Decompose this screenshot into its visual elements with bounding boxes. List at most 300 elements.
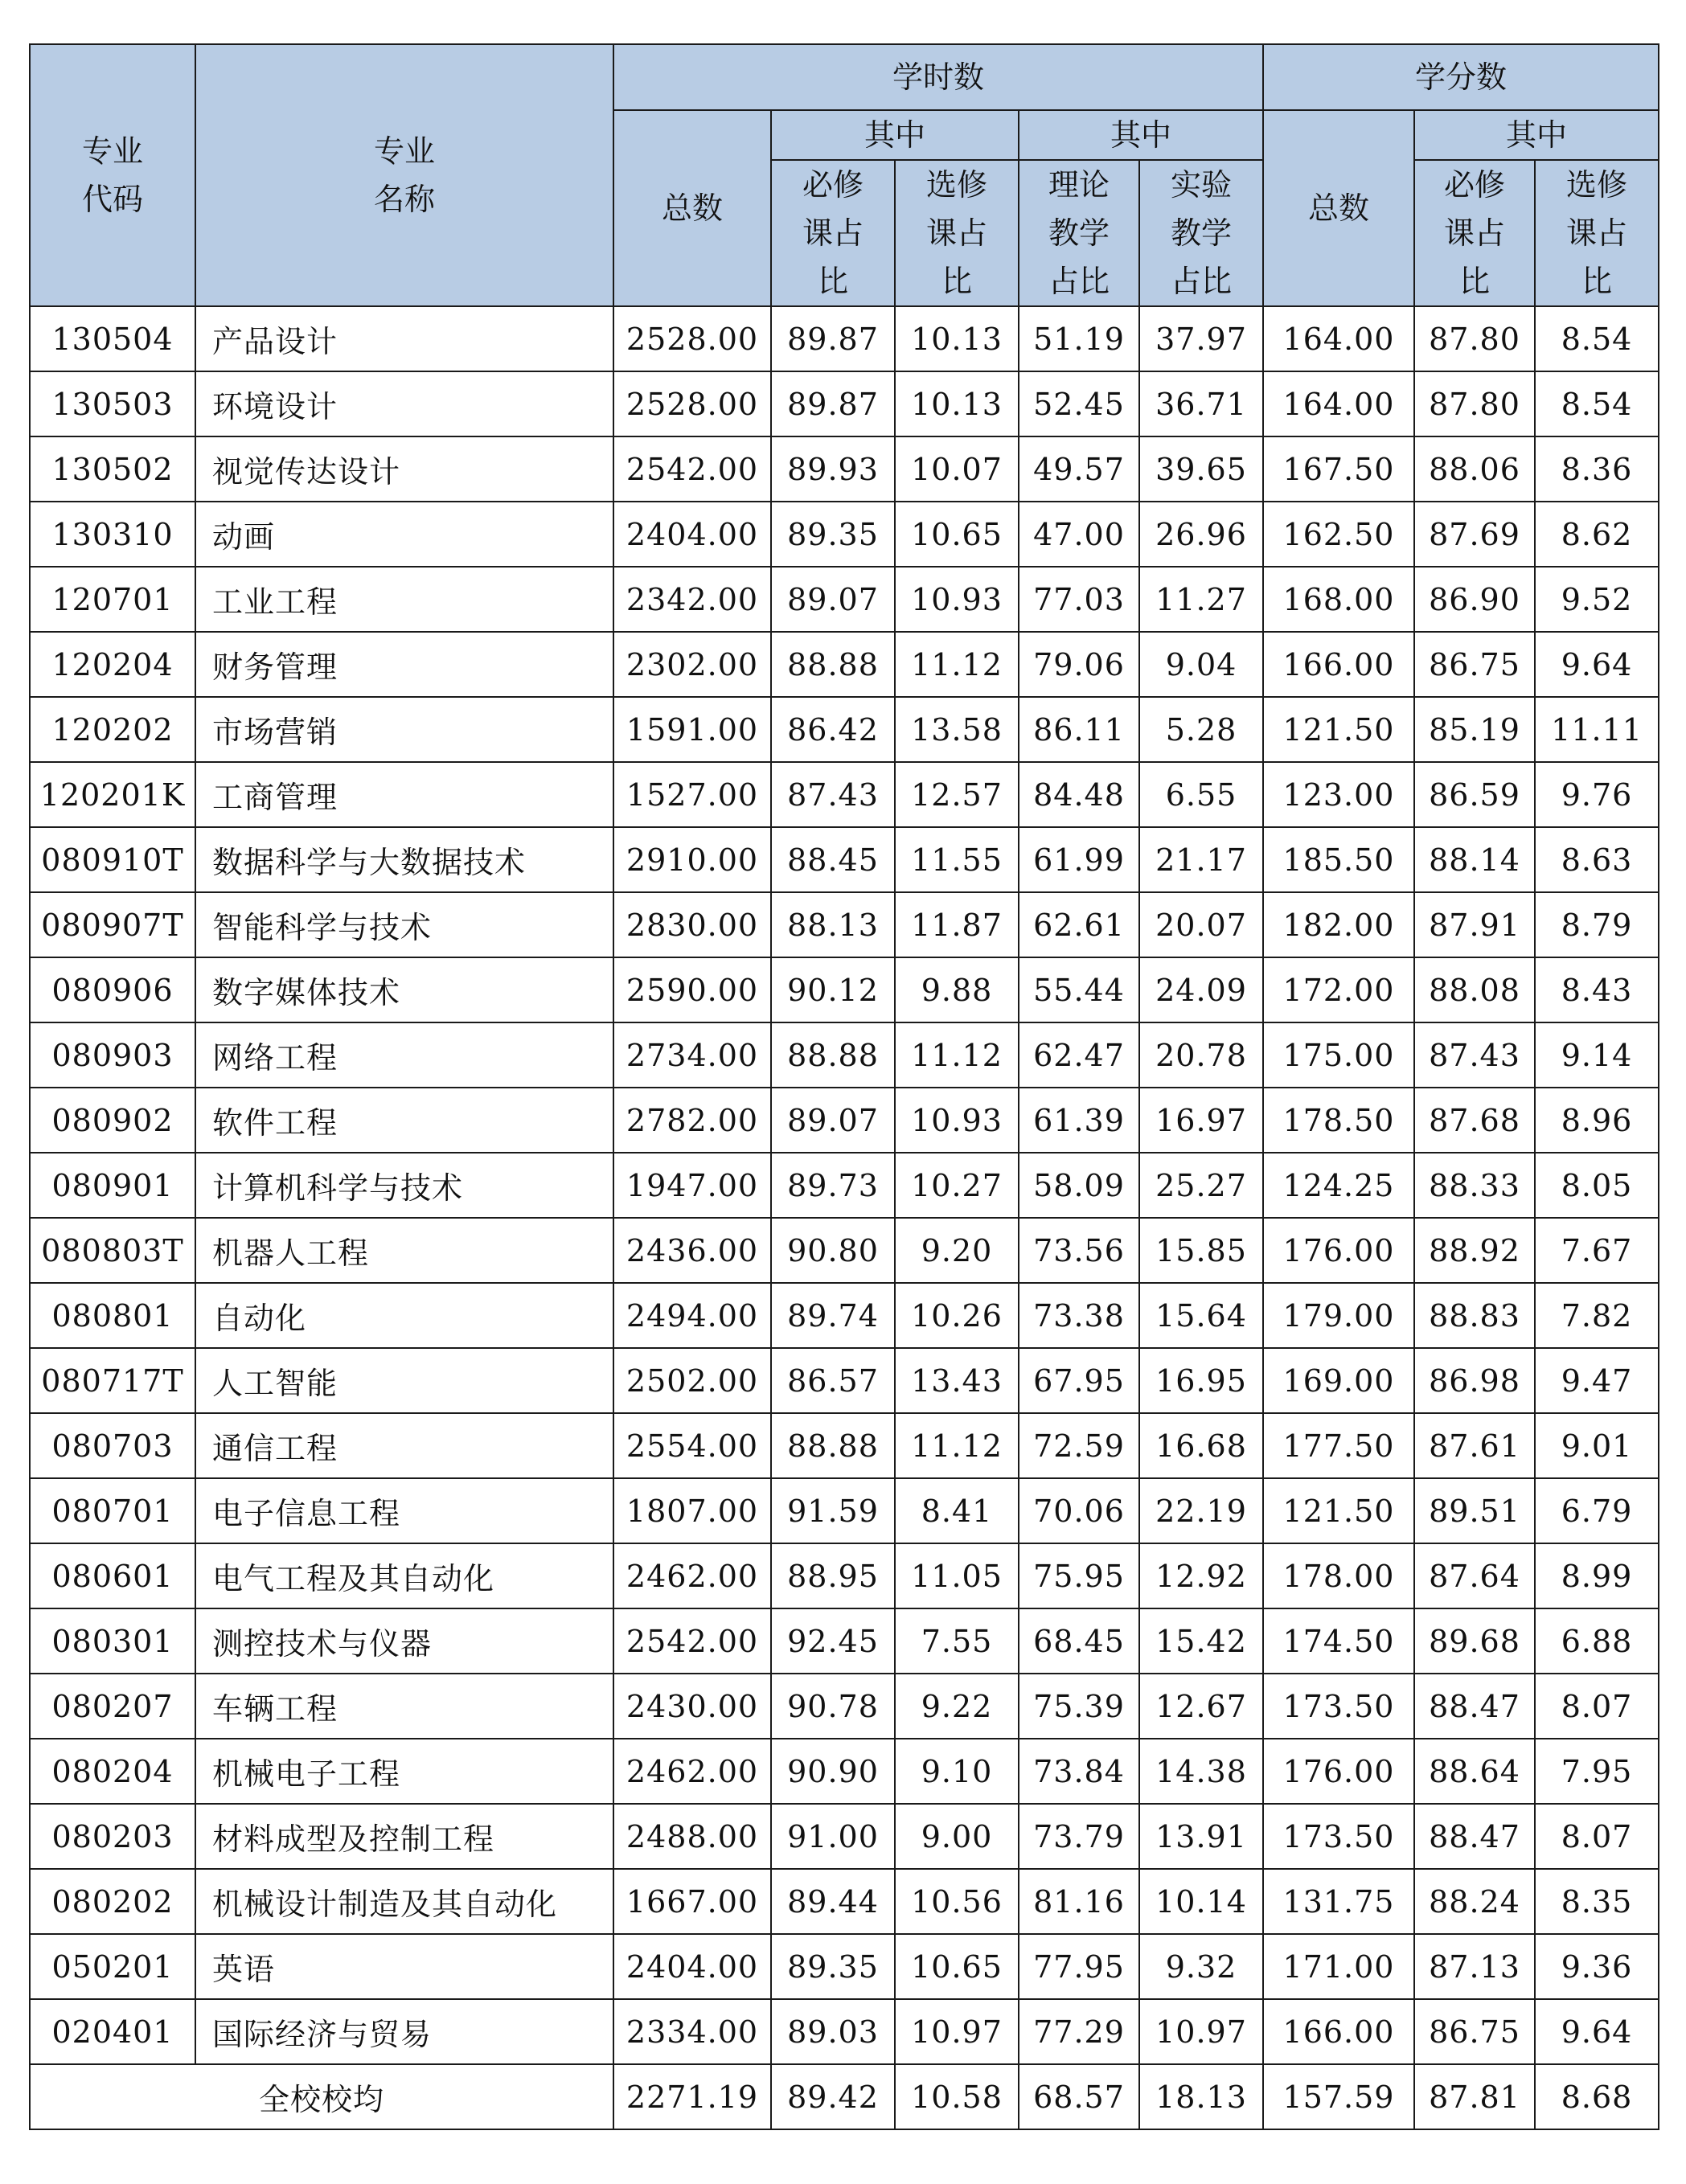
cell-major-code: 080202 — [30, 1869, 195, 1934]
cell-major-code: 130502 — [30, 436, 195, 502]
average-hours-elective: 10.58 — [895, 2064, 1019, 2129]
cell-credits-elective: 8.43 — [1535, 957, 1659, 1022]
cell-lab-ratio: 9.32 — [1139, 1934, 1263, 1999]
cell-hours-total: 2830.00 — [613, 892, 771, 957]
cell-theory-ratio: 84.48 — [1019, 762, 1139, 827]
header-major-code: 专业 代码 — [30, 44, 195, 306]
table-row — [30, 762, 1659, 827]
cell-major-name: 车辆工程 — [195, 1674, 613, 1739]
cell-hours-required: 89.35 — [771, 502, 895, 567]
cell-major-code: 120201K — [30, 762, 195, 827]
cell-major-name: 通信工程 — [195, 1413, 613, 1478]
average-credits-required: 87.81 — [1414, 2064, 1535, 2129]
cell-major-name: 机械电子工程 — [195, 1739, 613, 1804]
cell-credits-total: 175.00 — [1263, 1022, 1414, 1088]
cell-credits-elective: 6.79 — [1535, 1478, 1659, 1543]
cell-credits-elective: 8.96 — [1535, 1088, 1659, 1153]
header-credits-required: 必修 课占 比 — [1414, 160, 1535, 306]
cell-major-name: 机器人工程 — [195, 1218, 613, 1283]
cell-hours-elective: 10.13 — [895, 306, 1019, 371]
cell-credits-total: 164.00 — [1263, 371, 1414, 436]
header-credits: 学分数 — [1263, 44, 1659, 110]
cell-hours-required: 88.45 — [771, 827, 895, 892]
cell-major-code: 080801 — [30, 1283, 195, 1348]
cell-credits-required: 87.61 — [1414, 1413, 1535, 1478]
cell-credits-total: 182.00 — [1263, 892, 1414, 957]
cell-credits-elective: 8.05 — [1535, 1153, 1659, 1218]
cell-credits-total: 178.00 — [1263, 1543, 1414, 1608]
cell-credits-required: 86.90 — [1414, 567, 1535, 632]
cell-hours-required: 89.35 — [771, 1934, 895, 1999]
cell-hours-total: 2462.00 — [613, 1543, 771, 1608]
cell-hours-total: 2528.00 — [613, 371, 771, 436]
cell-credits-elective: 8.36 — [1535, 436, 1659, 502]
cell-credits-total: 173.50 — [1263, 1674, 1414, 1739]
cell-hours-elective: 13.43 — [895, 1348, 1019, 1413]
cell-hours-elective: 11.05 — [895, 1543, 1019, 1608]
header-credits-elective: 选修 课占 比 — [1535, 160, 1659, 306]
cell-theory-ratio: 58.09 — [1019, 1153, 1139, 1218]
cell-lab-ratio: 14.38 — [1139, 1739, 1263, 1804]
cell-theory-ratio: 70.06 — [1019, 1478, 1139, 1543]
table-row — [30, 1739, 1659, 1804]
cell-theory-ratio: 49.57 — [1019, 436, 1139, 502]
cell-hours-total: 2404.00 — [613, 1934, 771, 1999]
cell-major-code: 080207 — [30, 1674, 195, 1739]
cell-credits-required: 88.47 — [1414, 1804, 1535, 1869]
cell-major-name: 材料成型及控制工程 — [195, 1804, 613, 1869]
cell-hours-total: 2494.00 — [613, 1283, 771, 1348]
cell-major-name: 智能科学与技术 — [195, 892, 613, 957]
cell-major-name: 工业工程 — [195, 567, 613, 632]
cell-credits-total: 131.75 — [1263, 1869, 1414, 1934]
cell-major-code: 080910T — [30, 827, 195, 892]
cell-lab-ratio: 15.64 — [1139, 1283, 1263, 1348]
cell-major-code: 080717T — [30, 1348, 195, 1413]
cell-credits-required: 89.68 — [1414, 1608, 1535, 1674]
cell-hours-total: 2542.00 — [613, 1608, 771, 1674]
table-row — [30, 1869, 1659, 1934]
cell-major-code: 080907T — [30, 892, 195, 957]
cell-hours-required: 87.43 — [771, 762, 895, 827]
cell-credits-required: 88.83 — [1414, 1283, 1535, 1348]
cell-hours-required: 86.42 — [771, 697, 895, 762]
cell-hours-total: 2554.00 — [613, 1413, 771, 1478]
curriculum-table — [29, 43, 1659, 2130]
table-row — [30, 371, 1659, 436]
cell-hours-elective: 9.10 — [895, 1739, 1019, 1804]
cell-hours-required: 88.88 — [771, 632, 895, 697]
cell-major-code: 130310 — [30, 502, 195, 567]
table-body — [30, 306, 1659, 2129]
cell-hours-required: 88.88 — [771, 1022, 895, 1088]
cell-lab-ratio: 39.65 — [1139, 436, 1263, 502]
cell-credits-required: 87.43 — [1414, 1022, 1535, 1088]
cell-hours-total: 2430.00 — [613, 1674, 771, 1739]
cell-major-name: 产品设计 — [195, 306, 613, 371]
cell-credits-required: 88.08 — [1414, 957, 1535, 1022]
cell-major-name: 软件工程 — [195, 1088, 613, 1153]
table-row — [30, 567, 1659, 632]
cell-theory-ratio: 72.59 — [1019, 1413, 1139, 1478]
cell-hours-required: 91.00 — [771, 1804, 895, 1869]
cell-credits-elective: 8.99 — [1535, 1543, 1659, 1608]
cell-hours-elective: 9.00 — [895, 1804, 1019, 1869]
cell-major-code: 020401 — [30, 1999, 195, 2064]
cell-credits-elective: 9.76 — [1535, 762, 1659, 827]
cell-lab-ratio: 36.71 — [1139, 371, 1263, 436]
cell-credits-required: 85.19 — [1414, 697, 1535, 762]
cell-major-code: 080204 — [30, 1739, 195, 1804]
cell-theory-ratio: 81.16 — [1019, 1869, 1139, 1934]
table-row — [30, 1088, 1659, 1153]
cell-major-name: 视觉传达设计 — [195, 436, 613, 502]
header-hours-elective: 选修 课占 比 — [895, 160, 1019, 306]
cell-major-name: 环境设计 — [195, 371, 613, 436]
table-row — [30, 957, 1659, 1022]
cell-hours-required: 90.90 — [771, 1739, 895, 1804]
cell-hours-elective: 9.22 — [895, 1674, 1019, 1739]
cell-theory-ratio: 75.95 — [1019, 1543, 1139, 1608]
cell-credits-required: 86.75 — [1414, 632, 1535, 697]
cell-hours-required: 89.73 — [771, 1153, 895, 1218]
cell-major-name: 国际经济与贸易 — [195, 1999, 613, 2064]
cell-major-code: 080301 — [30, 1608, 195, 1674]
cell-credits-total: 179.00 — [1263, 1283, 1414, 1348]
cell-hours-elective: 9.88 — [895, 957, 1019, 1022]
cell-credits-required: 88.06 — [1414, 436, 1535, 502]
cell-credits-required: 88.92 — [1414, 1218, 1535, 1283]
cell-lab-ratio: 12.67 — [1139, 1674, 1263, 1739]
cell-theory-ratio: 61.99 — [1019, 827, 1139, 892]
cell-credits-elective: 7.67 — [1535, 1218, 1659, 1283]
cell-lab-ratio: 37.97 — [1139, 306, 1263, 371]
cell-credits-required: 87.91 — [1414, 892, 1535, 957]
cell-credits-elective: 8.54 — [1535, 306, 1659, 371]
cell-major-code: 050201 — [30, 1934, 195, 1999]
cell-lab-ratio: 15.85 — [1139, 1218, 1263, 1283]
table-row — [30, 1543, 1659, 1608]
cell-major-code: 120202 — [30, 697, 195, 762]
cell-credits-required: 88.33 — [1414, 1153, 1535, 1218]
cell-major-name: 计算机科学与技术 — [195, 1153, 613, 1218]
cell-credits-total: 124.25 — [1263, 1153, 1414, 1218]
table-row — [30, 1478, 1659, 1543]
cell-credits-elective: 8.07 — [1535, 1804, 1659, 1869]
cell-hours-required: 88.13 — [771, 892, 895, 957]
cell-hours-required: 91.59 — [771, 1478, 895, 1543]
cell-credits-elective: 7.82 — [1535, 1283, 1659, 1348]
cell-credits-total: 177.50 — [1263, 1413, 1414, 1478]
cell-credits-total: 176.00 — [1263, 1739, 1414, 1804]
cell-hours-total: 2910.00 — [613, 827, 771, 892]
cell-theory-ratio: 67.95 — [1019, 1348, 1139, 1413]
cell-hours-total: 1947.00 — [613, 1153, 771, 1218]
cell-lab-ratio: 26.96 — [1139, 502, 1263, 567]
table-row — [30, 1608, 1659, 1674]
average-lab-ratio: 18.13 — [1139, 2064, 1263, 2129]
cell-credits-elective: 8.35 — [1535, 1869, 1659, 1934]
cell-hours-required: 86.57 — [771, 1348, 895, 1413]
cell-major-name: 人工智能 — [195, 1348, 613, 1413]
average-hours-total: 2271.19 — [613, 2064, 771, 2129]
table-row — [30, 1674, 1659, 1739]
cell-theory-ratio: 86.11 — [1019, 697, 1139, 762]
cell-credits-required: 86.59 — [1414, 762, 1535, 827]
cell-lab-ratio: 6.55 — [1139, 762, 1263, 827]
cell-hours-elective: 10.65 — [895, 502, 1019, 567]
cell-major-name: 动画 — [195, 502, 613, 567]
average-row — [30, 2064, 1659, 2129]
cell-major-code: 080902 — [30, 1088, 195, 1153]
cell-credits-elective: 9.64 — [1535, 1999, 1659, 2064]
cell-major-code: 120204 — [30, 632, 195, 697]
cell-credits-total: 176.00 — [1263, 1218, 1414, 1283]
cell-major-code: 080803T — [30, 1218, 195, 1283]
cell-hours-total: 2502.00 — [613, 1348, 771, 1413]
cell-hours-elective: 10.07 — [895, 436, 1019, 502]
cell-credits-required: 87.69 — [1414, 502, 1535, 567]
cell-hours-total: 1591.00 — [613, 697, 771, 762]
cell-credits-elective: 9.36 — [1535, 1934, 1659, 1999]
cell-major-name: 机械设计制造及其自动化 — [195, 1869, 613, 1934]
cell-credits-required: 88.64 — [1414, 1739, 1535, 1804]
cell-lab-ratio: 5.28 — [1139, 697, 1263, 762]
cell-credits-total: 166.00 — [1263, 1999, 1414, 2064]
cell-lab-ratio: 9.04 — [1139, 632, 1263, 697]
cell-major-code: 130504 — [30, 306, 195, 371]
cell-major-name: 电子信息工程 — [195, 1478, 613, 1543]
cell-lab-ratio: 13.91 — [1139, 1804, 1263, 1869]
cell-credits-required: 87.13 — [1414, 1934, 1535, 1999]
cell-credits-total: 172.00 — [1263, 957, 1414, 1022]
cell-credits-total: 166.00 — [1263, 632, 1414, 697]
cell-credits-elective: 7.95 — [1535, 1739, 1659, 1804]
cell-credits-total: 185.50 — [1263, 827, 1414, 892]
cell-hours-elective: 11.12 — [895, 632, 1019, 697]
cell-credits-required: 87.64 — [1414, 1543, 1535, 1608]
cell-hours-elective: 13.58 — [895, 697, 1019, 762]
cell-lab-ratio: 21.17 — [1139, 827, 1263, 892]
table-row — [30, 632, 1659, 697]
cell-hours-elective: 9.20 — [895, 1218, 1019, 1283]
cell-major-name: 网络工程 — [195, 1022, 613, 1088]
cell-major-code: 120701 — [30, 567, 195, 632]
average-credits-total: 157.59 — [1263, 2064, 1414, 2129]
cell-credits-total: 121.50 — [1263, 697, 1414, 762]
cell-hours-total: 1527.00 — [613, 762, 771, 827]
average-credits-elective: 8.68 — [1535, 2064, 1659, 2129]
table-row — [30, 1022, 1659, 1088]
cell-credits-total: 123.00 — [1263, 762, 1414, 827]
cell-hours-required: 89.07 — [771, 567, 895, 632]
table-row — [30, 1283, 1659, 1348]
cell-hours-elective: 10.93 — [895, 567, 1019, 632]
cell-theory-ratio: 73.79 — [1019, 1804, 1139, 1869]
cell-theory-ratio: 62.61 — [1019, 892, 1139, 957]
cell-lab-ratio: 11.27 — [1139, 567, 1263, 632]
cell-major-code: 080906 — [30, 957, 195, 1022]
cell-credits-total: 121.50 — [1263, 1478, 1414, 1543]
cell-credits-elective: 11.11 — [1535, 697, 1659, 762]
cell-hours-required: 88.88 — [771, 1413, 895, 1478]
cell-major-code: 130503 — [30, 371, 195, 436]
cell-hours-elective: 8.41 — [895, 1478, 1019, 1543]
cell-hours-elective: 11.55 — [895, 827, 1019, 892]
cell-credits-total: 169.00 — [1263, 1348, 1414, 1413]
cell-lab-ratio: 25.27 — [1139, 1153, 1263, 1218]
cell-credits-elective: 8.62 — [1535, 502, 1659, 567]
cell-hours-total: 2734.00 — [613, 1022, 771, 1088]
cell-hours-elective: 10.93 — [895, 1088, 1019, 1153]
cell-lab-ratio: 16.97 — [1139, 1088, 1263, 1153]
cell-credits-required: 86.75 — [1414, 1999, 1535, 2064]
cell-theory-ratio: 75.39 — [1019, 1674, 1139, 1739]
cell-credits-total: 168.00 — [1263, 567, 1414, 632]
cell-major-code: 080601 — [30, 1543, 195, 1608]
table-row — [30, 502, 1659, 567]
header-hours-among-course: 其中 — [771, 110, 1019, 160]
cell-major-name: 自动化 — [195, 1283, 613, 1348]
cell-credits-required: 87.68 — [1414, 1088, 1535, 1153]
cell-credits-elective: 8.63 — [1535, 827, 1659, 892]
cell-hours-elective: 10.26 — [895, 1283, 1019, 1348]
cell-hours-required: 89.07 — [771, 1088, 895, 1153]
cell-credits-required: 88.14 — [1414, 827, 1535, 892]
header-theory: 理论 教学 占比 — [1019, 160, 1139, 306]
cell-credits-total: 167.50 — [1263, 436, 1414, 502]
cell-hours-elective: 11.12 — [895, 1022, 1019, 1088]
cell-credits-elective: 9.01 — [1535, 1413, 1659, 1478]
cell-credits-required: 87.80 — [1414, 371, 1535, 436]
cell-theory-ratio: 73.84 — [1019, 1739, 1139, 1804]
table-row — [30, 1999, 1659, 2064]
table-row — [30, 1153, 1659, 1218]
cell-major-name: 英语 — [195, 1934, 613, 1999]
table-row — [30, 892, 1659, 957]
cell-credits-required: 86.98 — [1414, 1348, 1535, 1413]
cell-theory-ratio: 51.19 — [1019, 306, 1139, 371]
cell-lab-ratio: 20.78 — [1139, 1022, 1263, 1088]
cell-hours-required: 90.78 — [771, 1674, 895, 1739]
cell-credits-total: 178.50 — [1263, 1088, 1414, 1153]
cell-credits-elective: 8.07 — [1535, 1674, 1659, 1739]
cell-hours-total: 2302.00 — [613, 632, 771, 697]
header-hours-required: 必修 课占 比 — [771, 160, 895, 306]
cell-credits-elective: 9.47 — [1535, 1348, 1659, 1413]
cell-hours-elective: 10.13 — [895, 371, 1019, 436]
cell-hours-required: 89.87 — [771, 371, 895, 436]
cell-theory-ratio: 68.45 — [1019, 1608, 1139, 1674]
average-label: 全校校均 — [30, 2064, 613, 2129]
cell-theory-ratio: 47.00 — [1019, 502, 1139, 567]
table-row — [30, 1348, 1659, 1413]
cell-hours-required: 89.74 — [771, 1283, 895, 1348]
cell-theory-ratio: 77.95 — [1019, 1934, 1139, 1999]
cell-hours-total: 2334.00 — [613, 1999, 771, 2064]
cell-hours-elective: 11.12 — [895, 1413, 1019, 1478]
cell-hours-total: 2590.00 — [613, 957, 771, 1022]
cell-hours-total: 2436.00 — [613, 1218, 771, 1283]
cell-credits-total: 164.00 — [1263, 306, 1414, 371]
cell-hours-required: 90.80 — [771, 1218, 895, 1283]
cell-credits-elective: 8.79 — [1535, 892, 1659, 957]
cell-theory-ratio: 73.56 — [1019, 1218, 1139, 1283]
cell-hours-total: 2462.00 — [613, 1739, 771, 1804]
cell-credits-elective: 9.14 — [1535, 1022, 1659, 1088]
cell-major-code: 080703 — [30, 1413, 195, 1478]
cell-major-code: 080901 — [30, 1153, 195, 1218]
cell-lab-ratio: 10.14 — [1139, 1869, 1263, 1934]
cell-major-name: 工商管理 — [195, 762, 613, 827]
cell-lab-ratio: 12.92 — [1139, 1543, 1263, 1608]
cell-major-name: 数据科学与大数据技术 — [195, 827, 613, 892]
cell-credits-required: 89.51 — [1414, 1478, 1535, 1543]
table-row — [30, 436, 1659, 502]
cell-credits-elective: 9.52 — [1535, 567, 1659, 632]
cell-hours-required: 89.03 — [771, 1999, 895, 2064]
cell-credits-required: 88.47 — [1414, 1674, 1535, 1739]
cell-credits-elective: 6.88 — [1535, 1608, 1659, 1674]
cell-credits-required: 87.80 — [1414, 306, 1535, 371]
cell-theory-ratio: 73.38 — [1019, 1283, 1139, 1348]
cell-hours-total: 2782.00 — [613, 1088, 771, 1153]
cell-lab-ratio: 24.09 — [1139, 957, 1263, 1022]
cell-theory-ratio: 77.29 — [1019, 1999, 1139, 2064]
header-credits-total: 总数 — [1263, 110, 1414, 306]
cell-hours-elective: 10.65 — [895, 1934, 1019, 1999]
cell-theory-ratio: 79.06 — [1019, 632, 1139, 697]
cell-credits-total: 171.00 — [1263, 1934, 1414, 1999]
cell-hours-total: 2404.00 — [613, 502, 771, 567]
header-credits-among: 其中 — [1414, 110, 1659, 160]
cell-credits-total: 162.50 — [1263, 502, 1414, 567]
table-row — [30, 1413, 1659, 1478]
cell-hours-elective: 11.87 — [895, 892, 1019, 957]
cell-theory-ratio: 61.39 — [1019, 1088, 1139, 1153]
cell-hours-total: 2542.00 — [613, 436, 771, 502]
cell-major-code: 080701 — [30, 1478, 195, 1543]
cell-theory-ratio: 55.44 — [1019, 957, 1139, 1022]
cell-lab-ratio: 20.07 — [1139, 892, 1263, 957]
cell-hours-required: 89.93 — [771, 436, 895, 502]
cell-hours-total: 2528.00 — [613, 306, 771, 371]
cell-theory-ratio: 52.45 — [1019, 371, 1139, 436]
header-lab: 实验 教学 占比 — [1139, 160, 1263, 306]
cell-credits-required: 88.24 — [1414, 1869, 1535, 1934]
table-row — [30, 697, 1659, 762]
cell-hours-required: 89.44 — [771, 1869, 895, 1934]
table-row — [30, 306, 1659, 371]
cell-hours-elective: 10.27 — [895, 1153, 1019, 1218]
cell-lab-ratio: 10.97 — [1139, 1999, 1263, 2064]
cell-theory-ratio: 62.47 — [1019, 1022, 1139, 1088]
cell-hours-elective: 10.97 — [895, 1999, 1019, 2064]
cell-lab-ratio: 16.95 — [1139, 1348, 1263, 1413]
cell-credits-total: 173.50 — [1263, 1804, 1414, 1869]
average-theory-ratio: 68.57 — [1019, 2064, 1139, 2129]
cell-hours-required: 92.45 — [771, 1608, 895, 1674]
average-hours-required: 89.42 — [771, 2064, 895, 2129]
cell-hours-required: 88.95 — [771, 1543, 895, 1608]
cell-major-name: 市场营销 — [195, 697, 613, 762]
header-major-name: 专业 名称 — [195, 44, 613, 306]
cell-credits-elective: 8.54 — [1535, 371, 1659, 436]
cell-theory-ratio: 77.03 — [1019, 567, 1139, 632]
header-hours-total: 总数 — [613, 110, 771, 306]
cell-major-name: 数字媒体技术 — [195, 957, 613, 1022]
cell-lab-ratio: 22.19 — [1139, 1478, 1263, 1543]
